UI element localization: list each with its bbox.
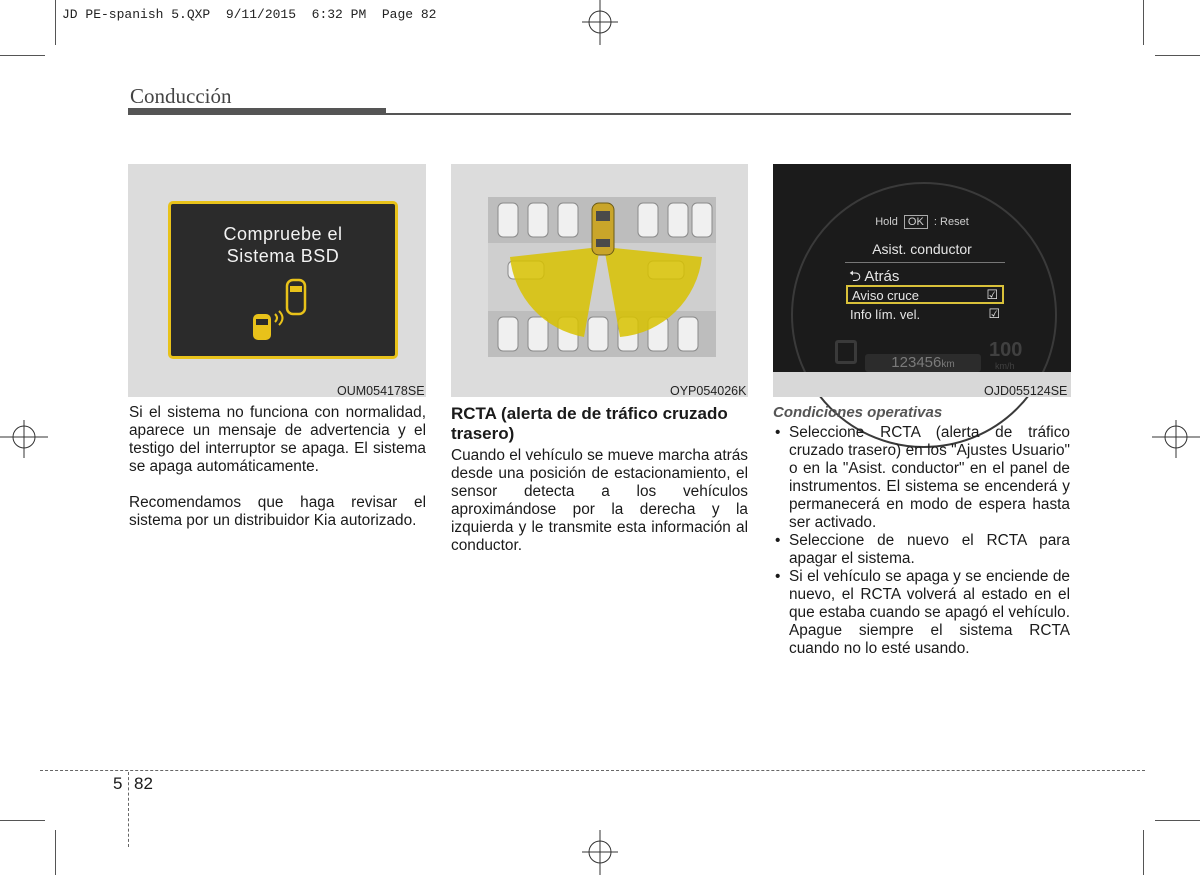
col1-paragraph-1: Si el sistema no funciona con normalidad, aparece un mensaje de advertencia y el testigo del interruptor se apaga. El sistema se apaga automáticamente. bbox=[129, 404, 426, 475]
chapter-number: 5 bbox=[113, 774, 123, 793]
gear-indicator bbox=[835, 340, 857, 364]
figure-bsd-warning bbox=[128, 164, 426, 397]
registration-mark-left bbox=[0, 410, 48, 470]
menu-item-label: Info lím. vel. bbox=[850, 307, 921, 322]
odometer-bar bbox=[865, 354, 981, 372]
figure-cluster-menu bbox=[773, 164, 1071, 397]
list-item: • Seleccione de nuevo el RCTA para apagar el sistema. bbox=[773, 532, 1070, 568]
list-item: • Si el vehículo se apaga y se enciende de nuevo, el RCTA volverá al estado en el que estaba cuando se apagó el vehículo. Apague siempre el sistema RCTA cuando no lo esté usando. bbox=[773, 568, 1070, 658]
registration-mark-bottom bbox=[570, 830, 630, 875]
menu-item-label: Aviso cruce bbox=[852, 288, 919, 303]
print-header: JD PE-spanish 5.QXP 9/11/2015 6:32 PM Page 82 bbox=[62, 7, 437, 22]
bsd-cars-icon bbox=[249, 276, 329, 346]
colon-sep: : bbox=[933, 216, 937, 228]
footer-dashed-rule bbox=[40, 770, 1145, 771]
col2-paragraph-1: Cuando el vehículo se mueve marcha atrás desde una posición de estacionamiento, el sensor detecta a los vehículos aproximándose por la derecha y la izquierda y le transmite esta información al conductor. bbox=[451, 447, 748, 554]
header-rule-thick bbox=[128, 108, 386, 115]
hold-reset-row bbox=[773, 216, 1071, 228]
speed-readout: 100 bbox=[989, 339, 1023, 361]
warning-line-1: Compruebe el bbox=[223, 224, 343, 244]
odometer-value: 123456 bbox=[891, 354, 942, 371]
list-item: • Seleccione RCTA (alerta de tráfico cruzado trasero) en los "Ajustes Usuario" o en la "Asist. conductor" en el panel de instrumentos. El sistema se encenderá y permanecerá en modo de espera hasta ser activado. bbox=[773, 424, 1070, 532]
figure-code-1: OUM054178SE bbox=[337, 384, 425, 398]
hold-label: Hold bbox=[875, 216, 898, 228]
rcta-heading: RCTA (alerta de de tráfico cruzado trasero) bbox=[451, 404, 728, 443]
back-arrow-icon: ⮌ bbox=[849, 268, 862, 285]
column-2 bbox=[451, 404, 748, 555]
odometer-unit: km bbox=[941, 359, 955, 370]
column-3 bbox=[773, 404, 1070, 658]
ok-key: OK bbox=[904, 215, 928, 229]
registration-mark-right bbox=[1152, 410, 1200, 470]
menu-divider bbox=[845, 262, 1005, 263]
checkbox-checked-icon: ☑ bbox=[988, 306, 1000, 321]
figure-code-3: OJD055124SE bbox=[984, 384, 1068, 398]
speed-unit: km/h bbox=[995, 361, 1015, 371]
section-title: Conducción bbox=[130, 84, 232, 108]
warning-display bbox=[168, 201, 398, 359]
header-rule-thin bbox=[386, 113, 1071, 115]
conditions-list bbox=[773, 424, 1070, 658]
menu-item-info-lim-vel bbox=[846, 306, 1004, 325]
page-number: 82 bbox=[134, 774, 153, 793]
menu-item-aviso-cruce bbox=[846, 285, 1004, 304]
warning-line-2: Sistema BSD bbox=[226, 246, 340, 266]
column-1 bbox=[129, 404, 426, 530]
checkbox-checked-icon: ☑ bbox=[986, 287, 998, 302]
figure-rcta-diagram bbox=[451, 164, 748, 397]
registration-mark-top bbox=[570, 0, 630, 45]
menu-title: Asist. conductor bbox=[872, 241, 972, 257]
figure-code-2: OYP054026K bbox=[670, 384, 747, 398]
parking-lot-diagram bbox=[488, 197, 716, 357]
conditions-subheading: Condiciones operativas bbox=[773, 404, 943, 421]
reset-label: Reset bbox=[940, 216, 969, 228]
col1-paragraph-2: Recomendamos que haga revisar el sistema por un distribuidor Kia autorizado. bbox=[129, 494, 426, 529]
footer-dashed-divider bbox=[128, 772, 129, 847]
back-label: Atrás bbox=[864, 268, 900, 285]
